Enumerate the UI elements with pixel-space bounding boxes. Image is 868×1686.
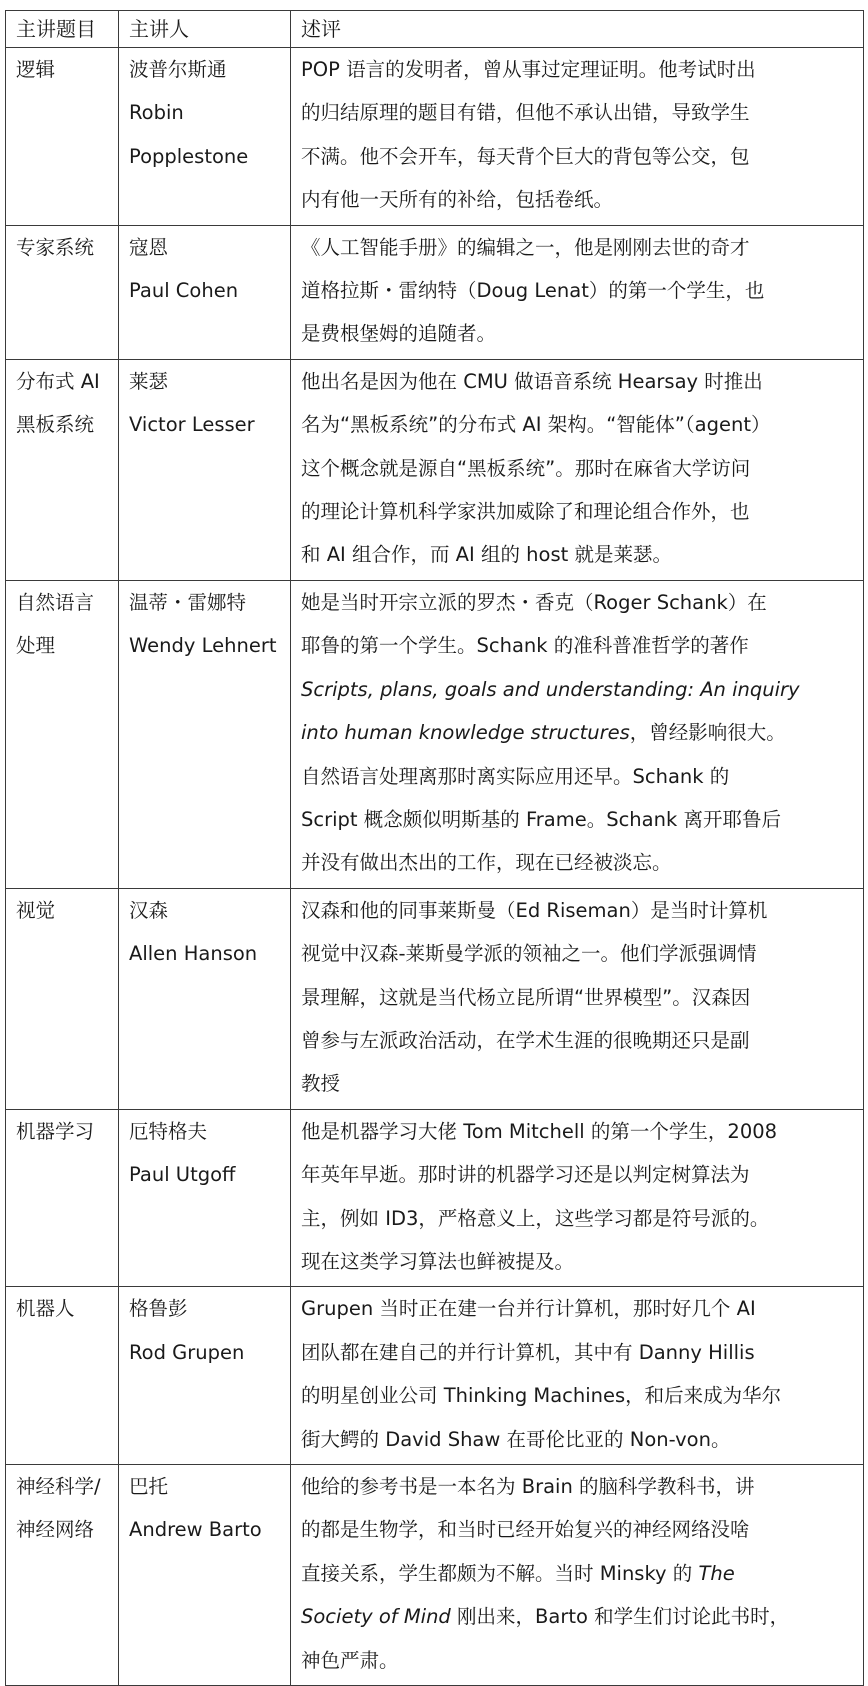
topic-line: 处理 [16,634,56,658]
table-row [6,1465,864,1686]
review-text: 他给的参考书是一本名为 Brain 的脑科学教科书，讲 [301,1475,755,1498]
review-line [301,1153,853,1196]
speaker-name-chinese: 莱瑟 [129,369,169,393]
review-text: 这个概念就是源自“黑板系统”。那时在麻省大学访问 [301,456,751,480]
review-line [301,178,853,221]
review-text: 《人工智能手册》的编辑之一，他是刚刚去世的奇才 [301,235,750,259]
review-line [301,403,853,446]
topic-cell [6,1109,119,1287]
book-title-text: into human knowledge structures [301,721,630,745]
review-text: 的理论计算机科学家洪加威除了和理论组合作外，也 [301,500,750,524]
review-text: 内有他一天所有的补给，包括卷纸。 [301,188,614,212]
speaker-name-chinese: 寇恩 [129,235,169,259]
review-line [301,1418,853,1461]
speaker-name-chinese: 巴托 [129,1475,169,1498]
review-text: 的归结原理的题目有错，但他不承认出错，导致学生 [301,101,750,125]
review-text: 和 AI 组合作，而 AI 组的 host 就是莱瑟。 [301,543,672,567]
speaker-name-english: Paul Cohen [129,279,239,303]
review-line [301,976,853,1019]
review-cell [291,359,864,580]
review-text: 的都是生物学，和当时已经开始复兴的神经网络没啥 [301,1518,750,1542]
review-line [301,1552,853,1595]
review-cell [291,48,864,226]
review-cell [291,1109,864,1287]
review-line [301,269,853,312]
book-title-text: Society of Mind [301,1605,451,1629]
topic-cell [6,888,119,1109]
review-line [301,755,853,798]
review-text: 耶鲁的第一个学生。Schank 的准科普准哲学的著作 [301,634,749,658]
speaker-cell [119,1109,291,1287]
review-text: 的明星创业公司 Thinking Machines，和后来成为华尔 [301,1384,782,1408]
review-text: 景理解，这就是当代杨立昆所谓“世界模型”。汉森因 [301,985,751,1009]
topic-cell [6,1287,119,1465]
review-text: 她是当时开宗立派的罗杰・香克（Roger Schank）在 [301,590,767,614]
topic-line: 机器学习 [16,1119,95,1143]
speaker-name-english: Popplestone [129,144,249,168]
review-line [301,889,853,932]
table-row [6,1109,864,1287]
review-text: 教授 [301,1072,341,1096]
review-text: 自然语言处理离那时离实际应用还早。Schank 的 [301,764,730,788]
topic-cell [6,1465,119,1686]
topic-line: 神经网络 [16,1518,95,1542]
book-title-text: Scripts, plans, goals and understanding: An inquiry [301,677,800,701]
review-line [301,841,853,884]
speaker-name-chinese: 波普尔斯通 [129,58,227,81]
speaker-cell [119,888,291,1109]
topic-line: 自然语言 [16,590,95,614]
table-row [6,888,864,1109]
table-body [6,48,864,1686]
review-text: 汉森和他的同事莱斯曼（Ed Riseman）是当时计算机 [301,898,768,922]
speaker-name-chinese: 汉森 [129,898,169,922]
review-line [301,1639,853,1682]
review-line [301,1197,853,1240]
review-line [301,1062,853,1105]
topic-cell [6,48,119,226]
review-line [301,1240,853,1283]
review-line [301,447,853,490]
review-text: 道格拉斯・雷纳特（Doug Lenat）的第一个学生，也 [301,279,765,303]
topic-line: 逻辑 [16,58,56,81]
review-line [301,1019,853,1062]
table-row [6,1287,864,1465]
topic-line: 专家系统 [16,235,95,259]
review-line [301,48,853,91]
review-text: 他出名是因为他在 CMU 做语音系统 Hearsay 时推出 [301,369,763,393]
speaker-cell [119,1465,291,1686]
speaker-name-english: Allen Hanson [129,942,258,966]
speaker-name-english: Wendy Lehnert [129,634,277,658]
review-text: 神色严肃。 [301,1648,399,1672]
review-line [301,1110,853,1153]
review-line [301,581,853,624]
speaker-cell [119,1287,291,1465]
review-line [301,1331,853,1374]
speaker-name-chinese: 温蒂・雷娜特 [129,590,247,614]
table-row [6,48,864,226]
topic-cell [6,225,119,359]
review-line [301,1508,853,1551]
review-cell [291,580,864,888]
review-cell [291,1465,864,1686]
review-text: 是费根堡姆的追随者。 [301,322,497,346]
review-text: 现在这类学习算法也鲜被提及。 [301,1249,575,1273]
topic-line: 视觉 [16,898,56,922]
topic-line: 分布式 AI [16,369,100,393]
table-row [6,225,864,359]
topic-line: 神经科学/ [16,1475,101,1498]
review-text: 团队都在建自己的并行计算机，其中有 Danny Hillis [301,1340,755,1364]
header-speaker: 主讲人 [119,11,291,48]
review-line [301,312,853,355]
speaker-name-chinese: 格鲁彭 [129,1297,188,1321]
review-text: ，曾经影响很大。 [629,721,786,745]
review-text: 视觉中汉森-莱斯曼学派的领袖之一。他们学派强调情 [301,942,757,966]
review-text: Script 概念颇似明斯基的 Frame。Schank 离开耶鲁后 [301,807,781,831]
review-text: 街大鳄的 David Shaw 在哥伦比亚的 Non-von。 [301,1427,731,1451]
table-row [6,580,864,888]
topic-cell [6,580,119,888]
speaker-cell [119,359,291,580]
review-cell [291,225,864,359]
review-line [301,360,853,403]
review-cell [291,888,864,1109]
review-text: 名为“黑板系统”的分布式 AI 架构。“智能体”（agent） [301,413,771,437]
review-text: 主，例如 ID3，严格意义上，这些学习都是符号派的。 [301,1206,770,1230]
review-text: 刚出来，Barto 和学生们讨论此书时， [450,1605,790,1629]
review-line [301,1595,853,1638]
review-line [301,932,853,975]
review-text: 不满。他不会开车，每天背个巨大的背包等公交，包 [301,144,750,168]
review-line [301,533,853,576]
lecture-table [5,10,864,1686]
review-text: Grupen 当时正在建一台并行计算机，那时好几个 AI [301,1297,756,1321]
review-cell [291,1287,864,1465]
review-text: 并没有做出杰出的工作，现在已经被淡忘。 [301,851,672,875]
speaker-name-english: Andrew Barto [129,1518,262,1542]
speaker-name-english: Victor Lesser [129,413,255,437]
table-row [6,359,864,580]
topic-cell [6,359,119,580]
review-line [301,226,853,269]
review-text: 曾参与左派政治活动，在学术生涯的很晚期还只是副 [301,1028,750,1052]
topic-line: 机器人 [16,1297,75,1321]
review-text: 他是机器学习大佬 Tom Mitchell 的第一个学生，2008 [301,1119,778,1143]
speaker-cell [119,225,291,359]
review-text: 直接关系，学生都颇为不解。当时 Minsky 的 [301,1561,699,1585]
speaker-name-english: Rod Grupen [129,1340,245,1364]
speaker-cell [119,580,291,888]
review-line [301,1374,853,1417]
speaker-cell [119,48,291,226]
review-line [301,1287,853,1330]
header-topic: 主讲题目 [6,11,119,48]
book-title-text: The [698,1561,735,1585]
header-review: 述评 [291,11,864,48]
review-line [301,135,853,178]
speaker-name-english: Paul Utgoff [129,1163,236,1187]
review-line [301,624,853,667]
review-text: 年英年早逝。那时讲的机器学习还是以判定树算法为 [301,1163,750,1187]
review-line [301,798,853,841]
review-line [301,711,853,754]
speaker-name-chinese: 厄特格夫 [129,1119,208,1143]
speaker-name-english: Robin [129,101,184,125]
review-line [301,668,853,711]
review-line [301,1465,853,1508]
review-line [301,91,853,134]
table-header-row [6,11,864,48]
review-line [301,490,853,533]
topic-line: 黑板系统 [16,413,95,437]
review-text: POP 语言的发明者，曾从事过定理证明。他考试时出 [301,58,756,81]
